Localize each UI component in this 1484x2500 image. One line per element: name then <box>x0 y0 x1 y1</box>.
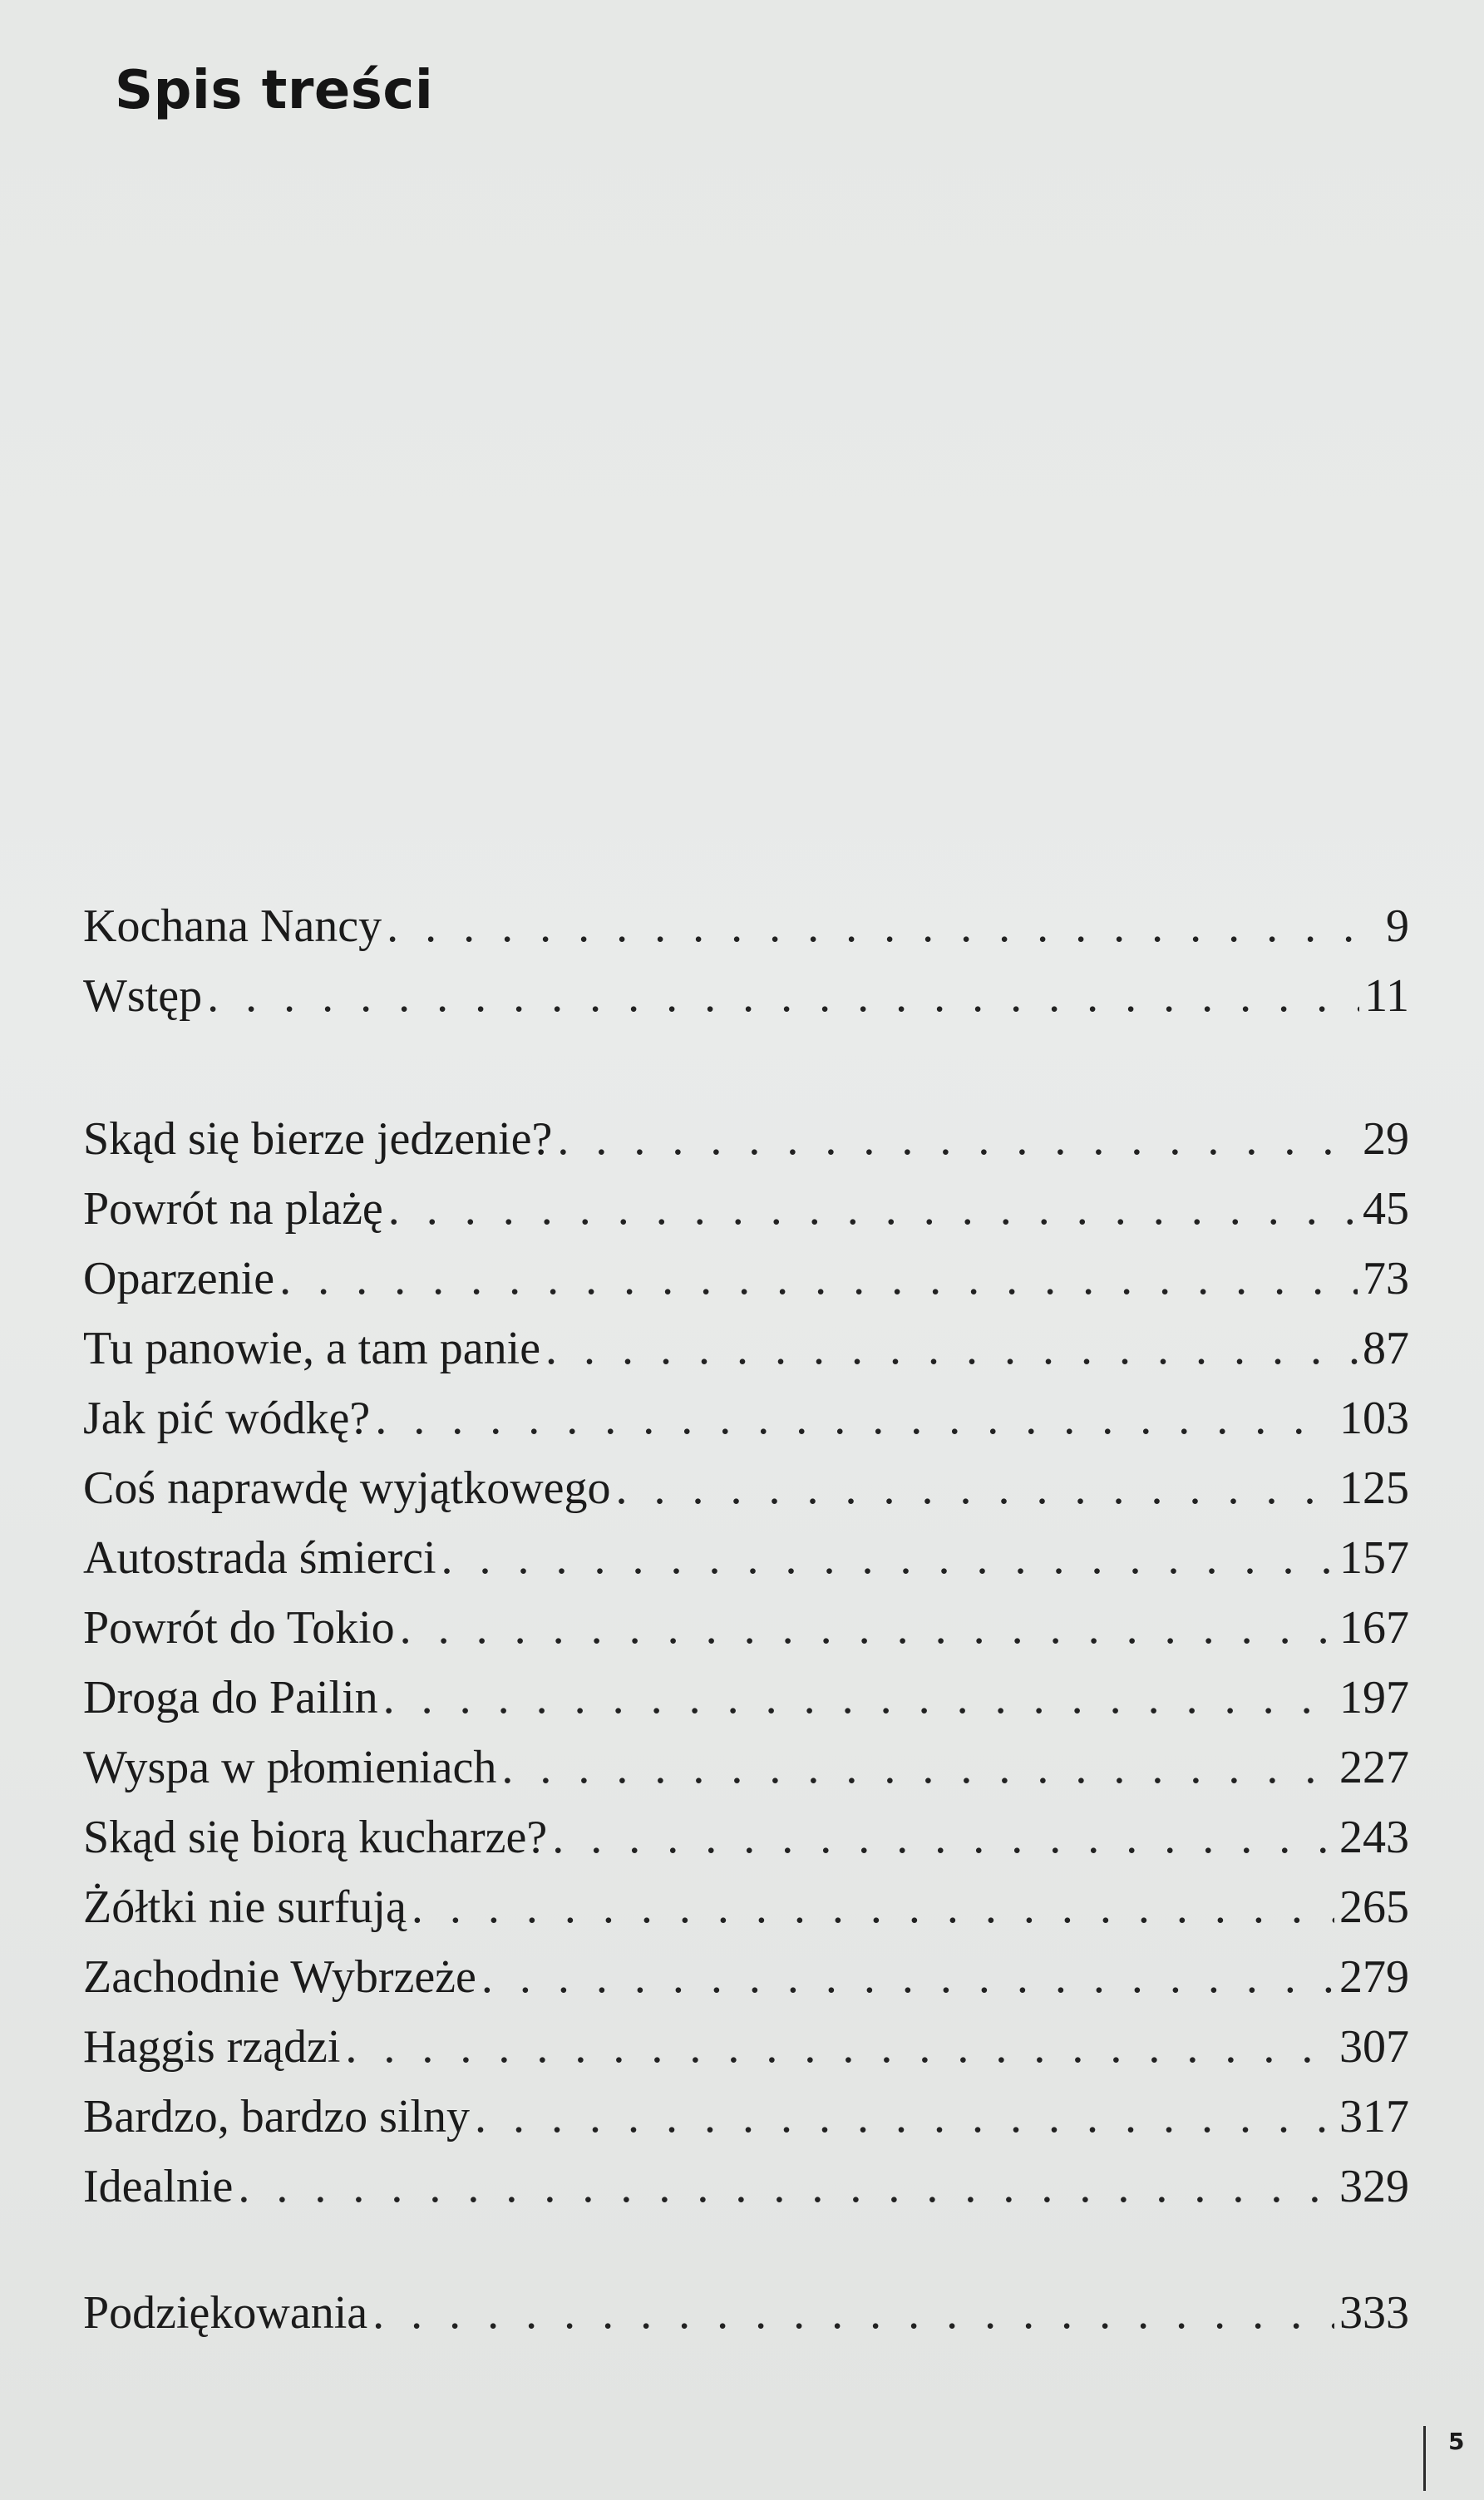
toc-entry-title: Tu panowie, a tam panie <box>83 1323 541 1374</box>
toc-entry-page: 307 <box>1339 2021 1409 2073</box>
toc-entry-page: 11 <box>1364 970 1409 1022</box>
toc-entry <box>83 1104 1409 1174</box>
toc-entry-title: Oparzenie <box>83 1253 275 1304</box>
dot-leader <box>400 1593 1334 1663</box>
toc-entry <box>83 1244 1409 1314</box>
toc-entry-page: 29 <box>1363 1113 1409 1165</box>
toc-entry-title: Wyspa w płomieniach <box>83 1742 497 1793</box>
toc-entry <box>83 1942 1409 2012</box>
dot-leader <box>552 1802 1334 1872</box>
toc-entry-page: 125 <box>1339 1462 1409 1514</box>
toc-entry-title: Droga do Pailin <box>83 1672 378 1723</box>
toc-entry <box>83 2012 1409 2082</box>
toc-entry-title: Skąd się bierze jedzenie? <box>83 1113 553 1165</box>
toc-entry-page: 197 <box>1339 1672 1409 1723</box>
toc-entry-page: 73 <box>1363 1253 1409 1304</box>
folio-rule <box>1423 2426 1426 2491</box>
toc-entry-page: 279 <box>1339 1951 1409 2003</box>
toc-entry <box>83 2152 1409 2221</box>
dot-leader <box>616 1453 1334 1523</box>
toc-chapters <box>83 1104 1409 2221</box>
dot-leader <box>501 1733 1334 1802</box>
toc-entry <box>83 1733 1409 1802</box>
toc-entry <box>83 2082 1409 2152</box>
toc-entry-title: Haggis rządzi <box>83 2021 341 2073</box>
dot-leader <box>375 1383 1334 1453</box>
toc-entry-title: Powrót do Tokio <box>83 1602 395 1654</box>
toc-entry <box>83 2278 1409 2348</box>
toc-entry-title: Idealnie <box>83 2161 234 2212</box>
toc-entry-page: 157 <box>1339 1532 1409 1584</box>
toc-entry-title: Coś naprawdę wyjątkowego <box>83 1462 611 1514</box>
toc-entry <box>83 1383 1409 1453</box>
toc-entry <box>83 1314 1409 1383</box>
dot-leader <box>557 1104 1358 1174</box>
toc-entry-page: 87 <box>1363 1323 1409 1374</box>
page-number: 5 <box>1448 2428 1465 2455</box>
dot-leader <box>412 1872 1334 1942</box>
dot-leader <box>372 2278 1334 2348</box>
toc-entry-page: 227 <box>1339 1742 1409 1793</box>
page-title: Spis treści <box>115 60 434 121</box>
toc-entry-title: Skąd się biorą kucharze? <box>83 1812 548 1863</box>
dot-leader <box>279 1244 1358 1314</box>
toc-entry-page: 167 <box>1339 1602 1409 1654</box>
toc-entry <box>83 1453 1409 1523</box>
toc-entry-page: 243 <box>1339 1812 1409 1863</box>
toc-entry-title: Wstęp <box>83 970 203 1022</box>
toc-entry-page: 45 <box>1363 1183 1409 1235</box>
toc-entry-page: 9 <box>1386 900 1409 952</box>
toc-entry-title: Powrót na plażę <box>83 1183 383 1235</box>
dot-leader <box>207 961 1359 1031</box>
toc-entry-page: 103 <box>1339 1393 1409 1444</box>
toc-entry <box>83 1802 1409 1872</box>
toc-entry-page: 333 <box>1339 2287 1409 2339</box>
toc-entry-title: Bardzo, bardzo silny <box>83 2091 470 2143</box>
toc-entry <box>83 891 1409 961</box>
toc-back-matter <box>83 2278 1409 2348</box>
toc-entry <box>83 1872 1409 1942</box>
dot-leader <box>545 1314 1358 1383</box>
dot-leader <box>387 891 1381 961</box>
toc-entry-title: Jak pić wódkę? <box>83 1393 371 1444</box>
toc-entry-title: Kochana Nancy <box>83 900 382 952</box>
toc-entry-title: Żółtki nie surfują <box>83 1881 407 1933</box>
dot-leader <box>475 2082 1334 2152</box>
dot-leader <box>388 1174 1358 1244</box>
toc-entry <box>83 1663 1409 1733</box>
toc-front-matter <box>83 891 1409 1031</box>
dot-leader <box>383 1663 1334 1733</box>
dot-leader <box>441 1523 1334 1593</box>
toc-entry <box>83 1174 1409 1244</box>
toc-entry-page: 265 <box>1339 1881 1409 1933</box>
dot-leader <box>481 1942 1334 2012</box>
toc-entry <box>83 1593 1409 1663</box>
toc-entry-title: Podziękowania <box>83 2287 368 2339</box>
toc-entry-title: Autostrada śmierci <box>83 1532 436 1584</box>
dot-leader <box>345 2012 1334 2082</box>
toc-entry <box>83 961 1409 1031</box>
dot-leader <box>238 2152 1334 2221</box>
toc-entry-title: Zachodnie Wybrzeże <box>83 1951 476 2003</box>
toc-entry <box>83 1523 1409 1593</box>
toc-entry-page: 329 <box>1339 2161 1409 2212</box>
toc-entry-page: 317 <box>1339 2091 1409 2143</box>
